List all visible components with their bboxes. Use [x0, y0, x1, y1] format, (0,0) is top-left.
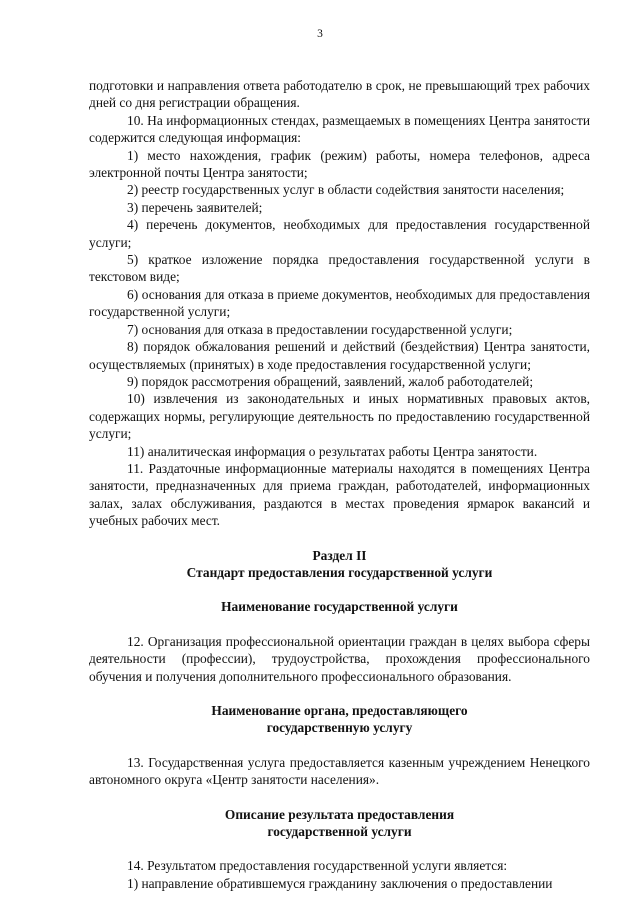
section-title: Раздел II [312, 547, 367, 563]
heading-organ-line-2: государственную услугу [266, 720, 413, 736]
information-stand-section [89, 77, 590, 530]
paragraph: подготовки и направления ответа работодателю в срок, не превышающий трех рабочих дней со дня регистрации обращения. [89, 78, 590, 111]
paragraph: 8) порядок обжалования решений и действий (бездействия) Центра занятости, осуществляемых (принятых) в ходе предоставления государственной услуги; [89, 339, 590, 372]
paragraph: 11) аналитическая информация о результатах работы Центра занятости. [127, 443, 538, 459]
paragraph: 11. Раздаточные информационные материалы находятся в помещениях Центра занятости, предназначенных для приема граждан, работодателей, информационных залах, залах обслуживания, раздаются в местах проведения ярмарок вакансий и учебных рабочих мест. [89, 460, 590, 529]
paragraph-12: 12. Организация профессиональной ориентации граждан в целях выбора сферы деятельности (профессии), трудоустройства, прохождения профессионального обучения и получения дополнительного профессионального образования. [89, 633, 590, 684]
document-body [89, 77, 590, 892]
paragraph: 6) основания для отказа в приеме документов, необходимых для предоставления государственной услуги; [89, 286, 590, 320]
heading-service-name: Наименование государственной услуги [221, 599, 458, 615]
paragraph: 3) перечень заявителей; [127, 199, 263, 215]
paragraph: 10) извлечения из законодательных и иных нормативных правовых актов, содержащих нормы, регулирующие деятельность по предоставлению государственной услуги; [89, 391, 590, 442]
section-subtitle: Стандарт предоставления государственной услуги [186, 564, 493, 580]
paragraph-14: 14. Результатом предоставления государственной услуги является: [127, 858, 508, 874]
paragraph: 9) порядок рассмотрения обращений, заявлений, жалоб работодателей; [127, 373, 534, 389]
paragraph-13: 13. Государственная услуга предоставляется казенным учреждением Ненецкого автономного округа «Центр занятости населения». [89, 754, 590, 788]
paragraph-14-item-1: 1) направление обратившемуся гражданину заключения о предоставлении [127, 875, 553, 891]
paragraph: 7) основания для отказа в предоставлении государственной услуги; [127, 321, 513, 337]
heading-result-line-1: Описание результата предоставления [224, 806, 455, 822]
heading-result-line-2: государственной услуги [267, 824, 412, 840]
paragraph: 4) перечень документов, необходимых для предоставления государственной услуги; [89, 217, 590, 250]
page-number: 3 [317, 28, 323, 40]
heading-organ-line-1: Наименование органа, предоставляющего [211, 703, 468, 718]
paragraph: 10. На информационных стендах, размещаемых в помещениях Центра занятости содержится следующая информация: [89, 112, 590, 146]
paragraph: 2) реестр государственных услуг в области содействия занятости населения; [127, 182, 565, 198]
paragraph: 1) место нахождения, график (режим) работы, номера телефонов, адреса электронной почты Центра занятости; [89, 147, 590, 181]
paragraph: 5) краткое изложение порядка предоставления государственной услуги в текстовом виде; [89, 252, 590, 285]
